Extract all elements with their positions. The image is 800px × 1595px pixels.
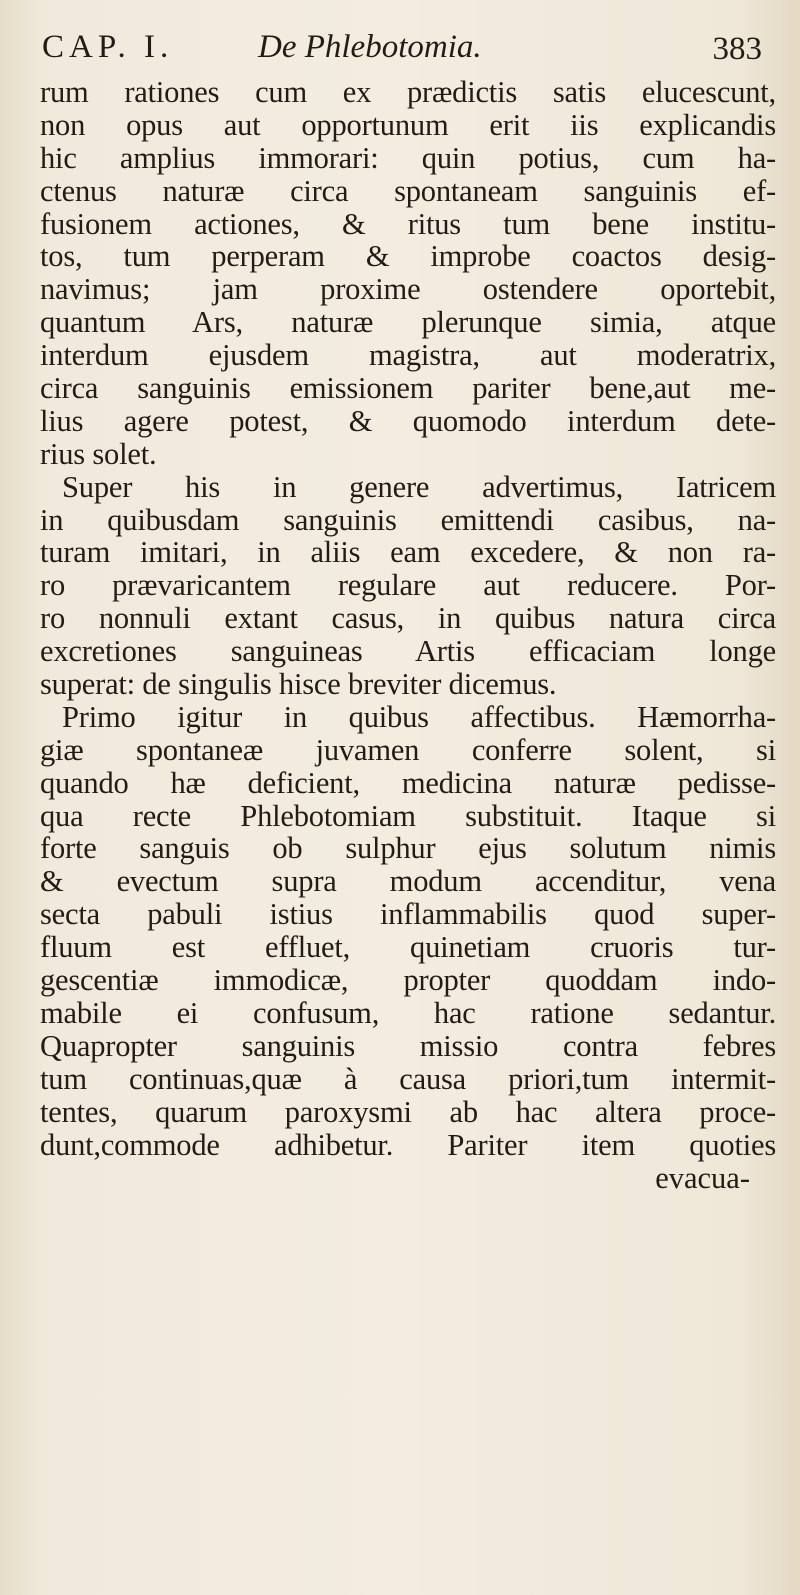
running-title: De Phlebotomia.: [258, 29, 482, 65]
text-line: forte sanguis ob sulphur ejus solutum nimis: [40, 831, 776, 866]
text-line: rius solet.: [40, 436, 157, 471]
page-number: 383: [712, 31, 762, 67]
text-line: fusionem actiones, & ritus tum bene institu-: [40, 206, 776, 241]
text-line: tum continuas,quæ à causa priori,tum intermit-: [40, 1061, 776, 1096]
text-line: ro prævaricantem regulare aut reducere. Por-: [40, 568, 776, 603]
text-line: rum rationes cum ex prædictis satis elucescunt,: [40, 75, 776, 109]
text-line: ro nonnuli extant casus, in quibus natura circa: [40, 601, 776, 636]
text-line: Primo igitur in quibus affectibus. Hæmorrha-: [62, 699, 776, 734]
text-line: & evectum supra modum accenditur, vena: [40, 864, 776, 899]
text-line: in quibusdam sanguinis emittendi casibus, na-: [40, 502, 776, 537]
text-line: qua recte Phlebotomiam substituit. Itaque si: [40, 798, 776, 833]
text-line: turam imitari, in aliis eam excedere, & non ra-: [40, 535, 776, 570]
text-line: Super his in genere advertimus, Iatricem: [62, 469, 776, 504]
text-line: excretiones sanguineas Artis efficaciam longe: [40, 634, 776, 669]
text-line: dunt,commode adhibetur. Pariter item quoties: [40, 1127, 776, 1162]
text-line: quando hæ deficient, medicina naturæ pedisse-: [40, 765, 776, 800]
text-line: giæ spontaneæ juvamen conferre solent, si: [40, 732, 776, 767]
text-line: mabile ei confusum, hac ratione sedantur.: [40, 995, 776, 1030]
text-line: tos, tum perperam & improbe coactos desig-: [40, 239, 776, 274]
text-line: hic amplius immorari: quin potius, cum ha-: [40, 140, 776, 175]
text-line: non opus aut opportunum erit iis explicandis: [40, 107, 776, 142]
text-line: tentes, quarum paroxysmi ab hac altera proce-: [40, 1094, 776, 1129]
text-line: navimus; jam proxime ostendere oportebit,: [40, 272, 776, 307]
body-text: [40, 76, 776, 1161]
text-line: circa sanguinis emissionem pariter bene,aut me-: [40, 371, 776, 406]
catchword: evacua-: [655, 1161, 750, 1196]
text-line: fluum est effluet, quinetiam cruoris tur-: [40, 930, 776, 965]
text-line: interdum ejusdem magistra, aut moderatrix,: [40, 338, 776, 373]
page-header: [40, 18, 776, 76]
text-line: quantum Ars, naturæ plerunque simia, atque: [40, 305, 776, 340]
text-line: superat: de singulis hisce breviter dicemus.: [40, 667, 557, 702]
chapter-label: CAP. I.: [42, 29, 174, 65]
text-line: gescentiæ immodicæ, propter quoddam indo-: [40, 963, 776, 998]
text-line: secta pabuli istius inflammabilis quod super-: [40, 897, 776, 932]
text-line: lius agere potest, & quomodo interdum dete-: [40, 403, 776, 438]
text-line: Quapropter sanguinis missio contra febres: [40, 1028, 776, 1063]
text-line: ctenus naturæ circa spontaneam sanguinis ef-: [40, 173, 776, 208]
